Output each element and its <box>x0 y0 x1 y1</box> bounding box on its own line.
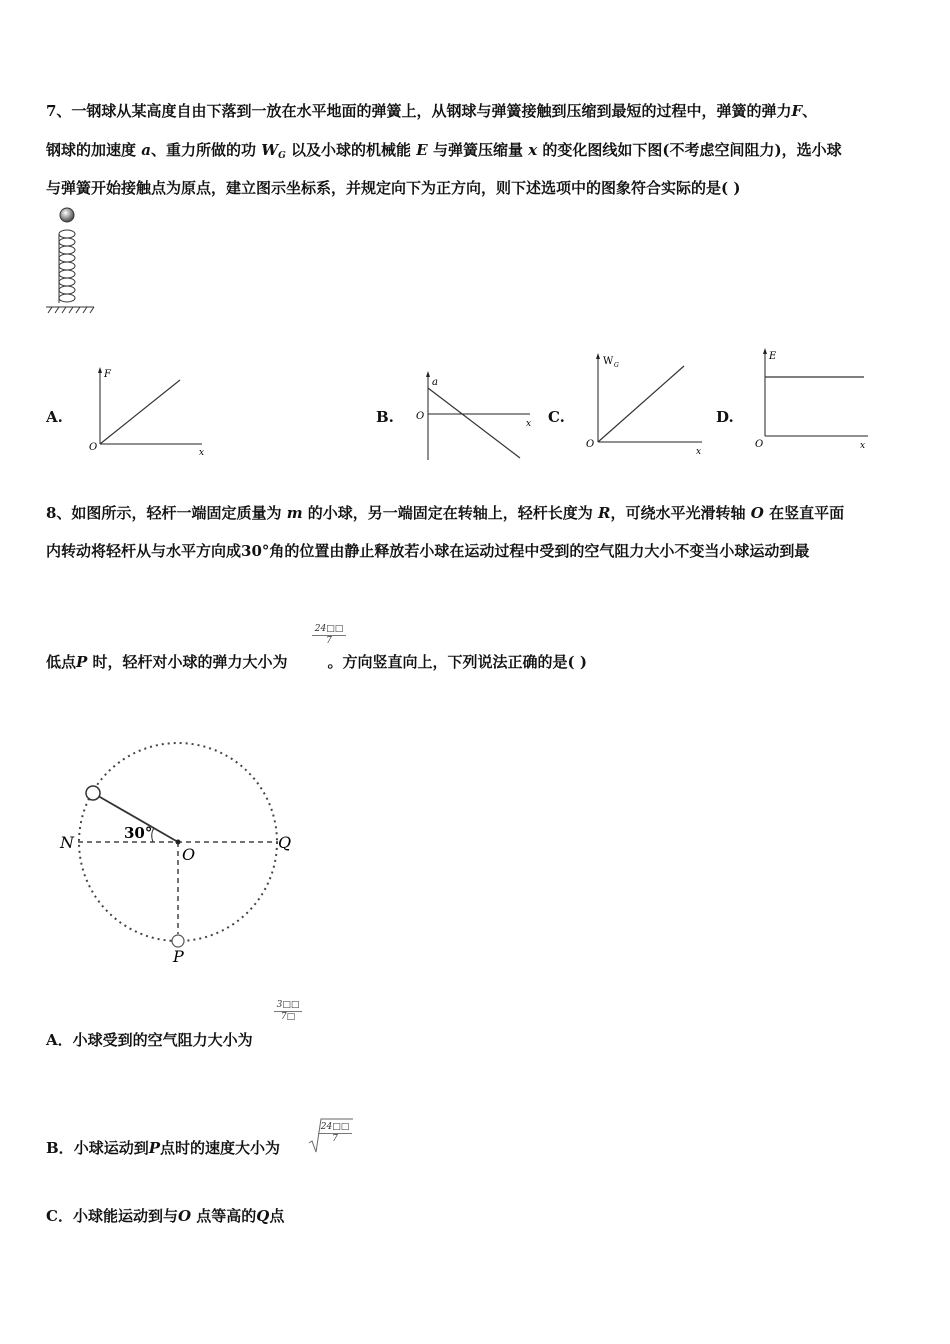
y-arrow <box>426 371 430 377</box>
rotation-diagram <box>56 736 306 968</box>
origin-label: O <box>89 442 98 453</box>
q8-option-c[interactable]: C．小球能运动到与O 点等高的Q点 <box>46 1207 285 1225</box>
q7-line-2: 钢球的加速度 a、重力所做的功 $W_G$ 以及小球的机械能 E 与弹簧压缩量 x 的变化图线如下图(不考虑空间阻力)，选小球 <box>46 141 842 161</box>
q7-line-1: 7、一钢球从某高度自由下落到一放在水平地面的弹簧上，从钢球与弹簧接触到压缩到最短的过程中，弹簧的弹力F、 <box>46 102 818 120</box>
y-arrow <box>763 348 767 354</box>
steel-ball <box>60 208 74 222</box>
q8-line-3: 低点P 时，轻杆对小球的弹力大小为 。方向竖直向上，下列说法正确的是( ) <box>46 653 587 671</box>
graph-c[interactable] <box>584 350 708 462</box>
label-p: P <box>173 947 184 966</box>
y-label: F <box>104 369 111 380</box>
y-label: a <box>432 377 438 388</box>
x-label: x <box>860 441 866 451</box>
q8-option-b[interactable]: B．小球运动到P点时的速度大小为 <box>46 1139 280 1157</box>
spring <box>59 230 75 303</box>
origin-label: O <box>586 439 595 450</box>
f-line <box>100 380 180 444</box>
x-label: x <box>696 447 702 457</box>
force-fraction: $\frac{24□□}{7}$ <box>312 624 346 647</box>
q7-option-b-label[interactable]: B. <box>376 408 394 426</box>
wg-line <box>598 366 684 442</box>
y-arrow <box>596 353 600 359</box>
ball-top <box>86 786 100 800</box>
y-label: E <box>769 351 777 362</box>
q7-option-a-label[interactable]: A. <box>46 408 63 426</box>
q7-option-d-label[interactable]: D. <box>716 408 734 426</box>
q7-option-c-label[interactable]: C. <box>548 408 565 426</box>
y-arrow <box>98 367 102 373</box>
graph-d[interactable] <box>752 346 876 454</box>
q8-line-1: 8、如图所示，轻杆一端固定质量为 m 的小球，另一端固定在转轴上，轻杆长度为 R，可绕水平光滑转轴 O 在竖直平面 <box>46 504 845 522</box>
origin-label: O <box>416 411 425 422</box>
pivot <box>176 840 181 845</box>
q8-option-a[interactable]: A．小球受到的空气阻力大小为 <box>46 1031 253 1049</box>
origin-label: O <box>755 439 764 450</box>
ground <box>46 307 94 313</box>
ball-bottom <box>172 935 184 947</box>
label-o: O <box>182 845 196 864</box>
y-label-sub: G <box>614 362 619 369</box>
graph-a[interactable] <box>84 364 214 459</box>
q7-line-3: 与弹簧开始接触点为原点，建立图示坐标系，并规定向下为正方向，则下述选项中的图象符合实际的是( ) <box>46 179 741 197</box>
x-label: x <box>199 448 205 458</box>
label-n: N <box>60 833 74 852</box>
q8-line-2: 内转动将轻杆从与水平方向成30°角的位置由静止释放若小球在运动过程中受到的空气阻力大小不变当小球运动到最 <box>46 542 810 560</box>
option-b-fraction: $\frac{24□□}{7}$ <box>318 1122 352 1145</box>
graph-b[interactable] <box>410 366 540 462</box>
y-label: W <box>603 356 614 367</box>
a-line <box>428 388 520 458</box>
label-q: Q <box>278 833 292 852</box>
x-label: x <box>526 419 532 429</box>
spring-ball-figure <box>40 203 100 318</box>
option-a-fraction: $\frac{3□□}{7□}$ <box>274 1000 302 1023</box>
angle-label: 30° <box>124 824 153 842</box>
